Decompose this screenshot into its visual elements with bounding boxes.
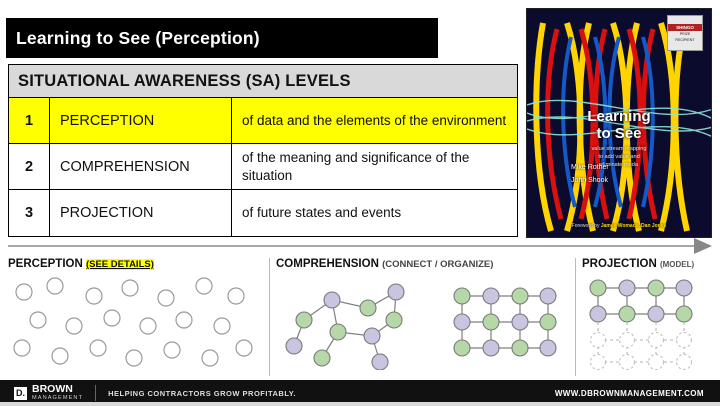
book-subtitle xyxy=(527,145,711,169)
badge-mid-label: PRIZE xyxy=(679,31,691,36)
row-level: PERCEPTION xyxy=(50,98,232,143)
panel-comprehension-graphic xyxy=(276,274,575,370)
book-authors xyxy=(571,161,609,188)
panel-comprehension xyxy=(276,258,576,376)
panel-perception-graphic xyxy=(8,274,269,370)
panel-comprehension-title: COMPREHENSION xyxy=(276,258,379,270)
logo-mark: D. xyxy=(16,388,25,398)
row-description: of data and the elements of the environment xyxy=(242,112,507,128)
row-description: of the meaning and significance of the situation xyxy=(242,150,470,183)
table-header: SITUATIONAL AWARENESS (SA) LEVELS xyxy=(9,65,517,98)
table-row xyxy=(9,190,517,236)
panel-projection-heading xyxy=(582,258,714,270)
book-title-line1: Learning xyxy=(587,108,651,125)
panel-perception-heading xyxy=(8,258,269,270)
footer-tagline: HELPING CONTRACTORS GROW PROFITABLY. xyxy=(108,388,296,398)
book-author-1: Mike Rother xyxy=(571,164,609,171)
projected-grid-diagram xyxy=(582,274,710,370)
row-number: 2 xyxy=(9,144,50,189)
panel-projection-subtitle: (MODEL) xyxy=(659,260,695,269)
process-flow-arrow xyxy=(8,237,712,255)
badge-top-label: SHINGO xyxy=(668,24,702,31)
footer-bottom-strip xyxy=(0,402,720,406)
panel-comprehension-heading xyxy=(276,258,575,270)
book-title-line2: to See xyxy=(596,124,642,142)
panel-projection xyxy=(582,258,714,376)
badge-bottom-label: RECIPIENT xyxy=(675,37,695,42)
slide-title-bar xyxy=(6,18,438,58)
table-row xyxy=(9,144,517,190)
table-row xyxy=(9,98,517,144)
logo-main-text: BROWN xyxy=(32,382,73,395)
row-number: 1 xyxy=(9,98,50,143)
panel-comprehension-subtitle: (CONNECT / ORGANIZE) xyxy=(382,259,494,270)
logo-sub-text: MANAGEMENT xyxy=(32,395,84,402)
foreword-names: James Womack, Dan Jones xyxy=(600,223,667,229)
book-author-2: John Shook xyxy=(571,177,608,185)
connected-network-diagram xyxy=(276,274,572,370)
book-foreword xyxy=(527,223,711,229)
row-number: 3 xyxy=(9,190,50,236)
page-title: Learning to See (Perception) xyxy=(16,27,260,48)
panel-projection-graphic xyxy=(582,274,714,370)
row-level: COMPREHENSION xyxy=(50,144,232,189)
scattered-nodes-diagram xyxy=(8,274,264,370)
book-title xyxy=(527,109,711,142)
book-subtitle-line3: eliminate muda xyxy=(600,162,638,169)
footer-divider xyxy=(95,385,96,401)
row-description: of future states and events xyxy=(242,205,402,221)
foreword-prefix: Foreword by xyxy=(571,223,601,229)
row-level: PROJECTION xyxy=(50,190,232,236)
panel-projection-title: PROJECTION xyxy=(582,258,657,270)
panel-perception-title: PERCEPTION xyxy=(8,258,83,270)
shingo-prize-badge xyxy=(667,15,703,51)
book-cover-image xyxy=(526,8,712,238)
company-logo xyxy=(14,384,83,402)
book-subtitle-line1: value stream mapping xyxy=(591,146,647,152)
footer-website-url[interactable]: WWW.DBROWNMANAGEMENT.COM xyxy=(554,388,704,398)
panel-perception xyxy=(8,258,270,376)
book-subtitle-line2: to add value and xyxy=(598,154,640,161)
panel-perception-subtitle: (SEE DETAILS) xyxy=(85,259,154,270)
situational-awareness-table xyxy=(8,64,518,237)
